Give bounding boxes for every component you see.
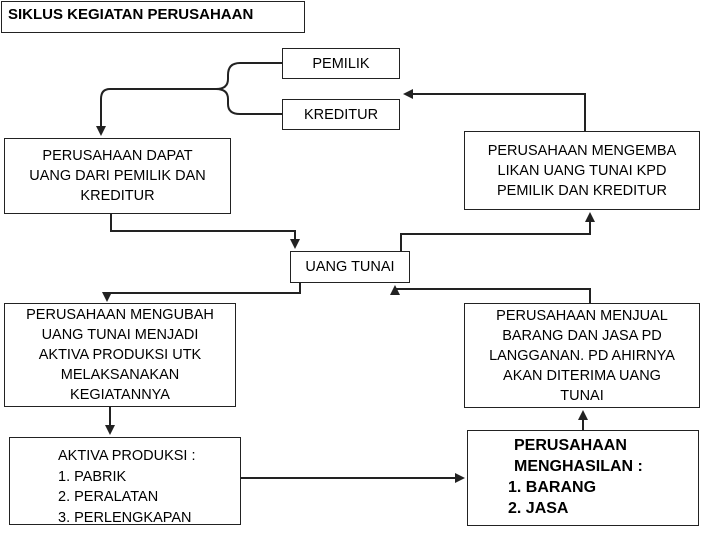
node-menjual-line: BARANG DAN JASA PD: [502, 327, 662, 344]
node-menjual: [464, 303, 700, 408]
node-pemilik: [282, 48, 400, 79]
arrow-pemilik-to-dapat: [101, 63, 282, 134]
node-mengubah-line: UANG TUNAI MENJADI: [41, 327, 199, 343]
node-mengembalikan-line: PEMILIK DAN KREDITUR: [496, 182, 667, 199]
node-menghasilkan-line: MENGHASILAN :: [514, 458, 643, 475]
node-menjual-line: LANGGANAN. PD AHIRNYA: [489, 347, 675, 364]
arrow-dapat-to-tunai: [111, 214, 295, 247]
arrow-jual-to-tunai: [395, 287, 590, 303]
node-mengembalikan: [464, 131, 700, 210]
line-kreditur-bracket: [216, 89, 282, 114]
node-uang-tunai-label: UANG TUNAI: [305, 259, 395, 275]
node-aktiva-produksi-line: AKTIVA PRODUKSI :: [58, 448, 196, 464]
node-dapat-uang-line: KREDITUR: [80, 188, 155, 204]
node-menghasilkan-line: 2. JASA: [508, 500, 569, 517]
node-mengubah-line: PERUSAHAAN MENGUBAH: [26, 307, 214, 323]
node-kreditur-label: KREDITUR: [303, 106, 379, 123]
node-kreditur: [282, 99, 400, 130]
node-menghasilkan-line: PERUSAHAAN: [514, 437, 627, 454]
node-mengubah: [4, 303, 236, 407]
node-mengubah-line: KEGIATANNYA: [70, 387, 170, 403]
arrow-tunai-to-kembali: [401, 214, 590, 251]
node-dapat-uang-line: UANG DARI PEMILIK DAN: [29, 168, 206, 184]
diagram-title: SIKLUS KEGIATAN PERUSAHAAN: [1, 1, 305, 33]
node-menghasilkan-line: 1. BARANG: [508, 479, 597, 496]
arrow-tunai-to-ubah: [107, 283, 300, 300]
node-mengembalikan-line: PERUSAHAAN MENGEMBA: [487, 142, 677, 159]
node-dapat-uang: [4, 138, 231, 214]
node-mengembalikan-line: LIKAN UANG TUNAI KPD: [497, 162, 667, 179]
node-menghasilkan: [467, 430, 699, 526]
node-pemilik-label: PEMILIK: [312, 55, 370, 72]
node-dapat-uang-line: PERUSAHAAN DAPAT: [42, 148, 193, 164]
node-aktiva-produksi-line: 1. PABRIK: [58, 468, 127, 485]
node-mengubah-line: MELAKSANAKAN: [60, 367, 180, 383]
node-menjual-line: TUNAI: [560, 387, 604, 404]
node-aktiva-produksi-line: 2. PERALATAN: [58, 489, 159, 505]
node-mengubah-line: AKTIVA PRODUKSI UTK: [38, 347, 202, 363]
node-aktiva-produksi: [9, 437, 241, 525]
node-menjual-line: AKAN DITERIMA UANG: [503, 367, 661, 384]
node-aktiva-produksi-line: 3. PERLENGKAPAN: [58, 509, 192, 526]
node-menjual-line: PERUSAHAAN MENJUAL: [496, 307, 668, 324]
arrow-kembali-to-pemilik: [405, 94, 585, 131]
node-uang-tunai: [290, 251, 410, 283]
